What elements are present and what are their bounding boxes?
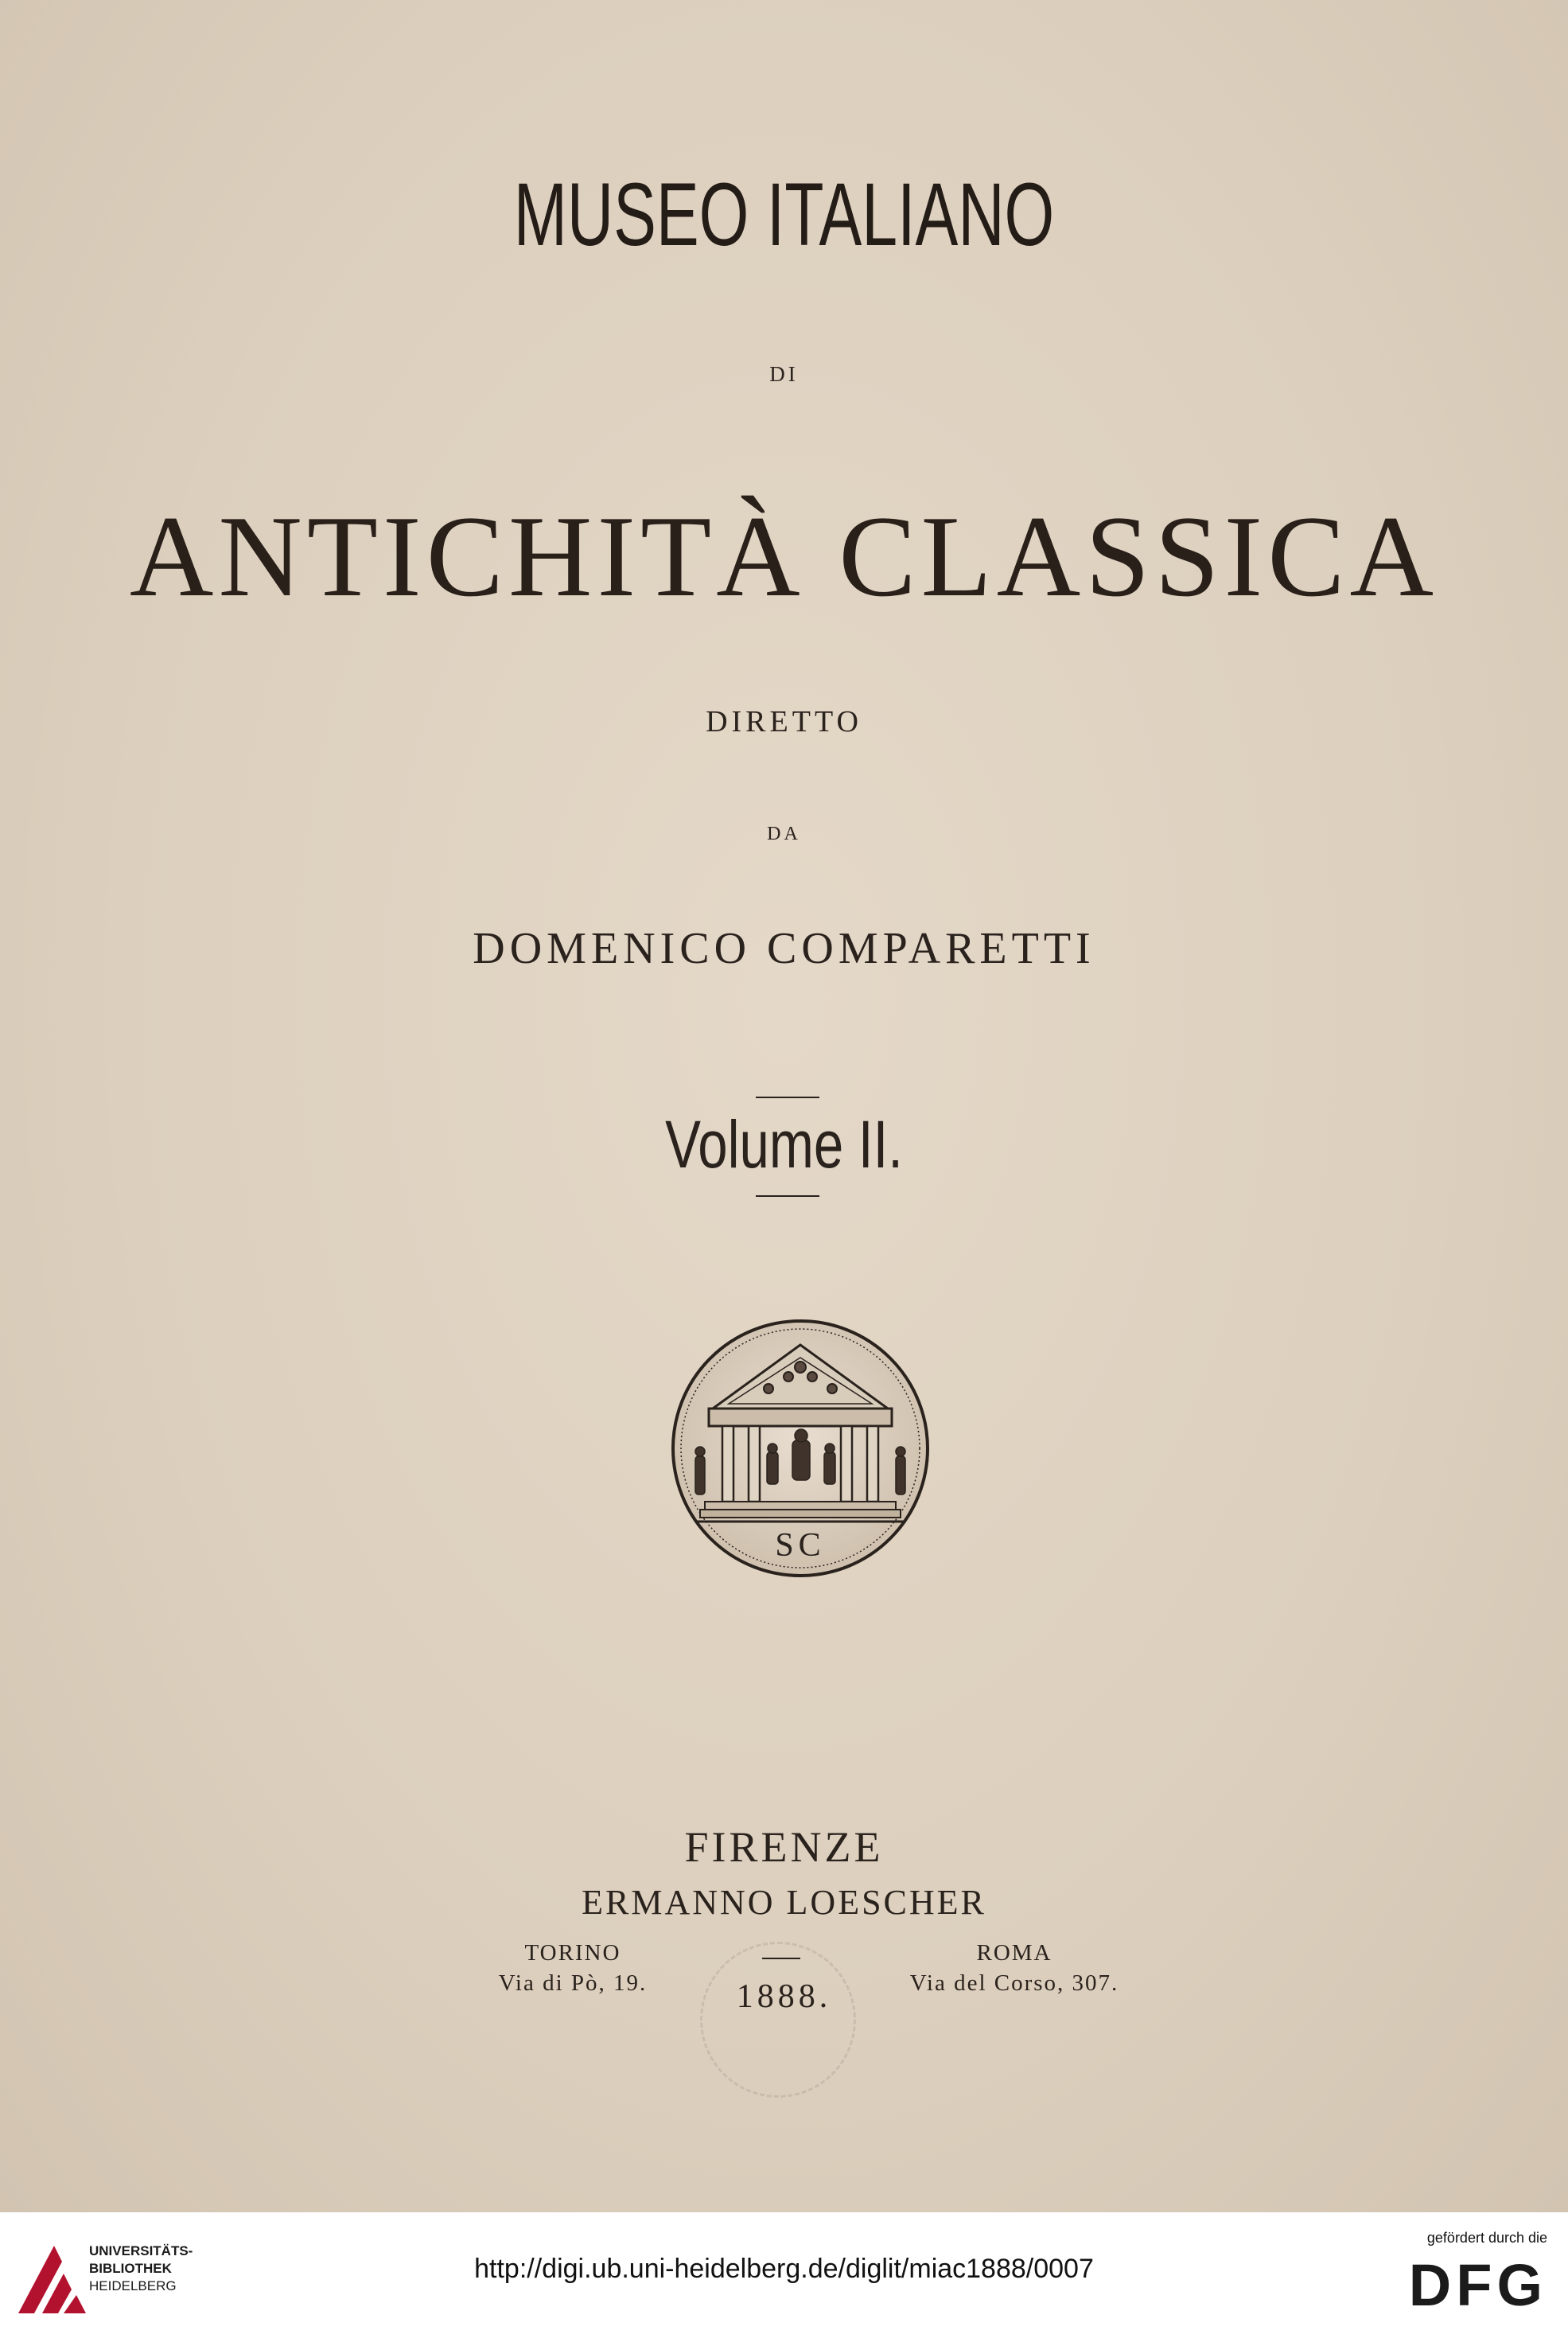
funding-text: gefördert durch die <box>1426 2230 1547 2246</box>
publication-year: 1888. <box>736 1978 832 2015</box>
library-name-line2: BIBLIOTHEK <box>89 2261 172 2276</box>
roma-address: Via del Corso, 307. <box>909 1970 1119 1996</box>
dfg-funding-notice <box>1372 2230 1547 2319</box>
label-da: DA <box>767 824 801 844</box>
digitization-footer <box>0 2212 1568 2342</box>
bleed-through-text <box>199 621 1368 676</box>
dfg-logo: DFG <box>1408 2252 1547 2318</box>
rule-above-volume <box>756 1097 819 1098</box>
publisher-name: ERMANNO LOESCHER <box>582 1883 986 1922</box>
roma-city: ROMA <box>976 1940 1052 1966</box>
faint-library-stamp <box>700 1942 856 2098</box>
rule-below-volume <box>756 1195 819 1197</box>
library-name-line3: HEIDELBERG <box>89 2278 177 2293</box>
volume-number: Volume II. <box>665 1107 903 1182</box>
coin-temple-emblem <box>665 1313 936 1584</box>
bleed-through-title <box>0 398 1568 464</box>
label-diretto: DIRETTO <box>706 705 862 738</box>
connector-di: DI <box>769 362 799 386</box>
library-name-line1: UNIVERSITÄTS- <box>89 2243 193 2258</box>
author-name: DOMENICO COMPARETTI <box>473 924 1095 973</box>
torino-address: Via di Pò, 19. <box>498 1970 648 1996</box>
title-antichita-classica: ANTICHITÀ CLASSICA <box>129 492 1439 621</box>
coin-legend: SC <box>775 1527 826 1564</box>
imprint-city: FIRENZE <box>684 1823 884 1871</box>
torino-city: TORINO <box>524 1940 621 1966</box>
digital-object-url[interactable]: http://digi.ub.uni-heidelberg.de/diglit/miac1888/0007 <box>474 2254 1094 2284</box>
title-museo-italiano: MUSEO ITALIANO <box>513 165 1055 264</box>
